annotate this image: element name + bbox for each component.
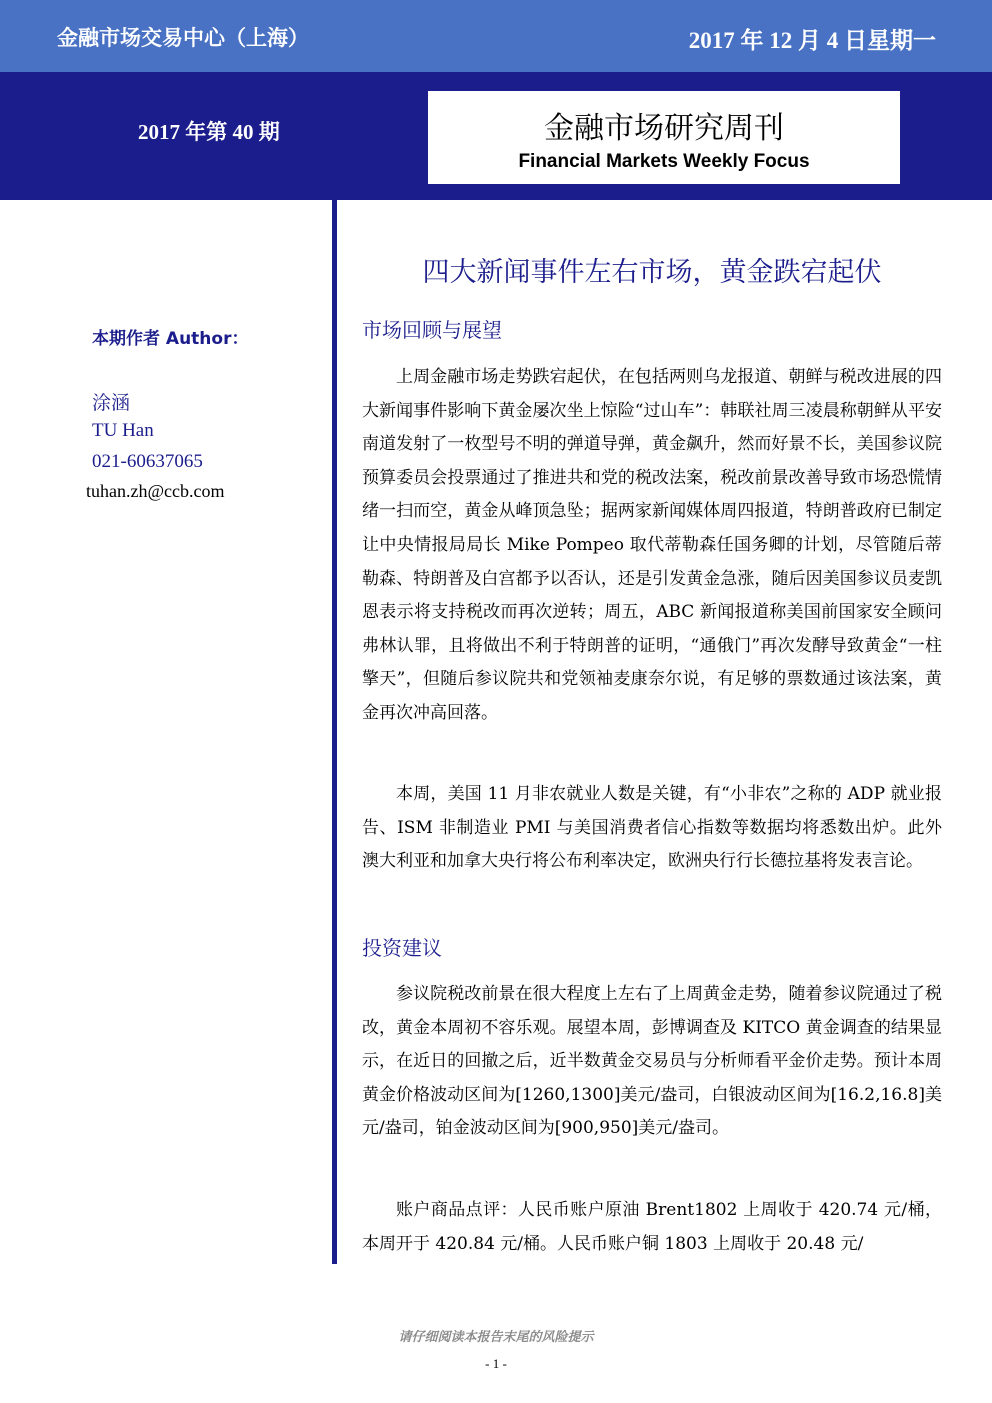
article-title: 四大新闻事件左右市场，黄金跌宕起伏 [422, 257, 882, 288]
author-name-en: TU Han [92, 420, 154, 441]
column-divider [332, 200, 337, 1264]
author-email[interactable]: tuhan.zh@ccb.com [86, 481, 225, 501]
author-name-cn: 涂涵 [92, 393, 131, 414]
section-heading-advice: 投资建议 [362, 936, 442, 960]
paragraph-advice-1: 参议院税改前景在很大程度上左右了上周黄金走势，随着参议院通过了税改，黄金本周初不容乐观。展望本周，彭博调查及 KITCO 黄金调查的结果显示，在近日的回撤之后，近半数黄金交易员与分析师看平金价走势。预计本周黄金价格波动区间为[1260,1300]美元/盎司，白银波动区间为[16.2,16.8]美元/盎司，铂金波动区间为[900,950]美元/盎司。 [362, 984, 942, 1139]
risk-notice: 请仔细阅读本报告末尾的风险提示 [398, 1330, 594, 1345]
paragraph-advice-2: 账户商品点评：人民币账户原油 Brent1802 上周收于 420.74 元/桶，本周开于 420.84 元/桶。人民币账户铜 1803 上周收于 20.48 元/ [362, 1200, 942, 1254]
paragraph-review-1: 上周金融市场走势跌宕起伏，在包括两则乌龙报道、朝鲜与税改进展的四大新闻事件影响下黄金屡次坐上惊险“过山车”：韩联社周三凌晨称朝鲜从平安南道发射了一枚型号不明的弹道导弹，黄金飙升，然而好景不长，美国参议院预算委员会投票通过了推进共和党的税改法案，税改前景改善导致市场恐慌情绪一扫而空，黄金从峰顶急坠；据两家新闻媒体周四报道，特朗普政府已制定让中央情报局局长 Mike Pompeo 取代蒂勒森任国务卿的计划，尽管随后蒂勒森、特朗普及白宫都予以否认，还是引发黄金急涨，随后因美国参议员麦凯恩表示将支持税改而再次逆转；周五，ABC 新闻报道称美国前国家安全顾问弗林认罪，且将做出不利于特朗普的证明，“通俄门”再次发酵导致黄金“一柱擎天”，但随后参议院共和党领袖麦康奈尔说，有足够的票数通过该法案，黄金再次冲高回落。 [362, 367, 942, 723]
org-name: 金融市场交易中心（上海） [57, 26, 309, 50]
page-number: - 1 - [485, 1356, 507, 1371]
publication-title-cn: 金融市场研究周刊 [544, 111, 784, 146]
section-heading-review: 市场回顾与展望 [362, 318, 502, 342]
author-label: 本期作者 Author： [92, 329, 249, 349]
report-date: 2017 年 12 月 4 日星期一 [688, 28, 936, 53]
title-box [428, 91, 900, 184]
paragraph-review-2: 本周，美国 11 月非农就业人数是关键，有“小非农”之称的 ADP 就业报告、ISM 非制造业 PMI 与美国消费者信心指数等数据均将悉数出炉。此外澳大利亚和加拿大央行将公布利率决定，欧洲央行行长德拉基将发表言论。 [362, 784, 942, 872]
issue-number: 2017 年第 40 期 [138, 120, 280, 144]
author-phone: 021-60637065 [92, 451, 203, 472]
publication-title-en: Financial Markets Weekly Focus [518, 151, 810, 172]
